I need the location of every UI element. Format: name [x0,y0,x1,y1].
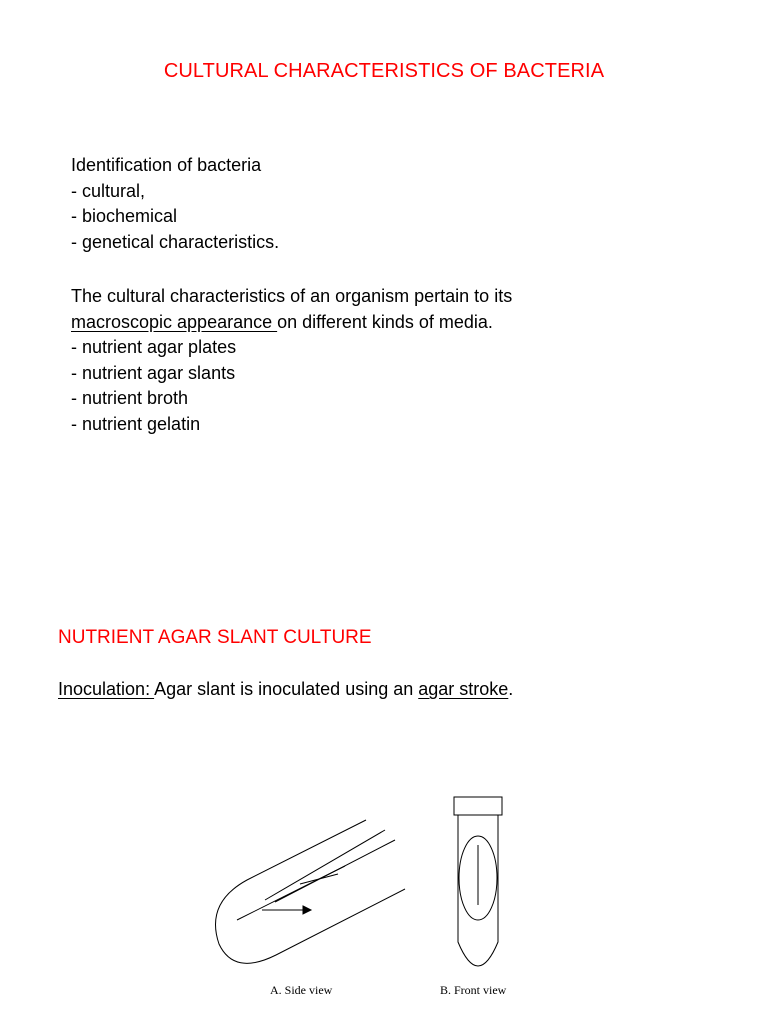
identification-item-biochemical: - biochemical [71,206,178,226]
identification-item-cultural: - cultural, [71,180,146,201]
inoculating-wire-lower [275,840,395,902]
media-item-agar-plates: - nutrient agar plates [71,337,237,357]
identification-heading: Identification of bacteria [71,155,262,175]
slant-section-heading: NUTRIENT AGAR SLANT CULTURE [58,627,372,648]
inoculation-line [58,679,513,700]
side-view-tube-illustration [216,820,406,963]
inoculation-label: Inoculation: [58,679,155,699]
media-item-agar-slants: - nutrient agar slants [71,362,236,383]
identification-item-genetical: - genetical characteristics. [71,231,280,252]
side-view-tube-outline [216,820,406,963]
cultural-sentence-continued [71,310,512,336]
inoculation-period: . [508,679,514,699]
caption-front-view: B. Front view [440,983,507,997]
front-view-tube-outline [458,815,498,966]
media-item-broth: - nutrient broth [71,388,189,408]
identification-block [71,153,279,255]
tube-cap [454,797,502,815]
caption-side-view: A. Side view [270,983,333,997]
page-title: CULTURAL CHARACTERISTICS OF BACTERIA [163,60,605,82]
inoculating-wire-upper [265,830,385,900]
stroke-arrow-head [303,906,311,914]
agar-stroke-term: agar stroke [418,679,509,699]
inoculation-text: Agar slant is inoculated using an [154,679,419,699]
media-item-gelatin: - nutrient gelatin [71,413,201,434]
cultural-sentence-start: The cultural characteristics of an organism pertain to its [71,286,513,306]
front-view-tube-illustration [454,797,502,966]
cultural-characteristics-block [71,284,512,437]
macroscopic-appearance-term: macroscopic appearance [71,311,278,332]
side-view-agar-slope [237,866,345,920]
upper-stroke-arrow-shaft [300,874,338,884]
agar-streak-ellipse [459,836,497,920]
cultural-sentence-end: on different kinds of media. [277,311,493,332]
